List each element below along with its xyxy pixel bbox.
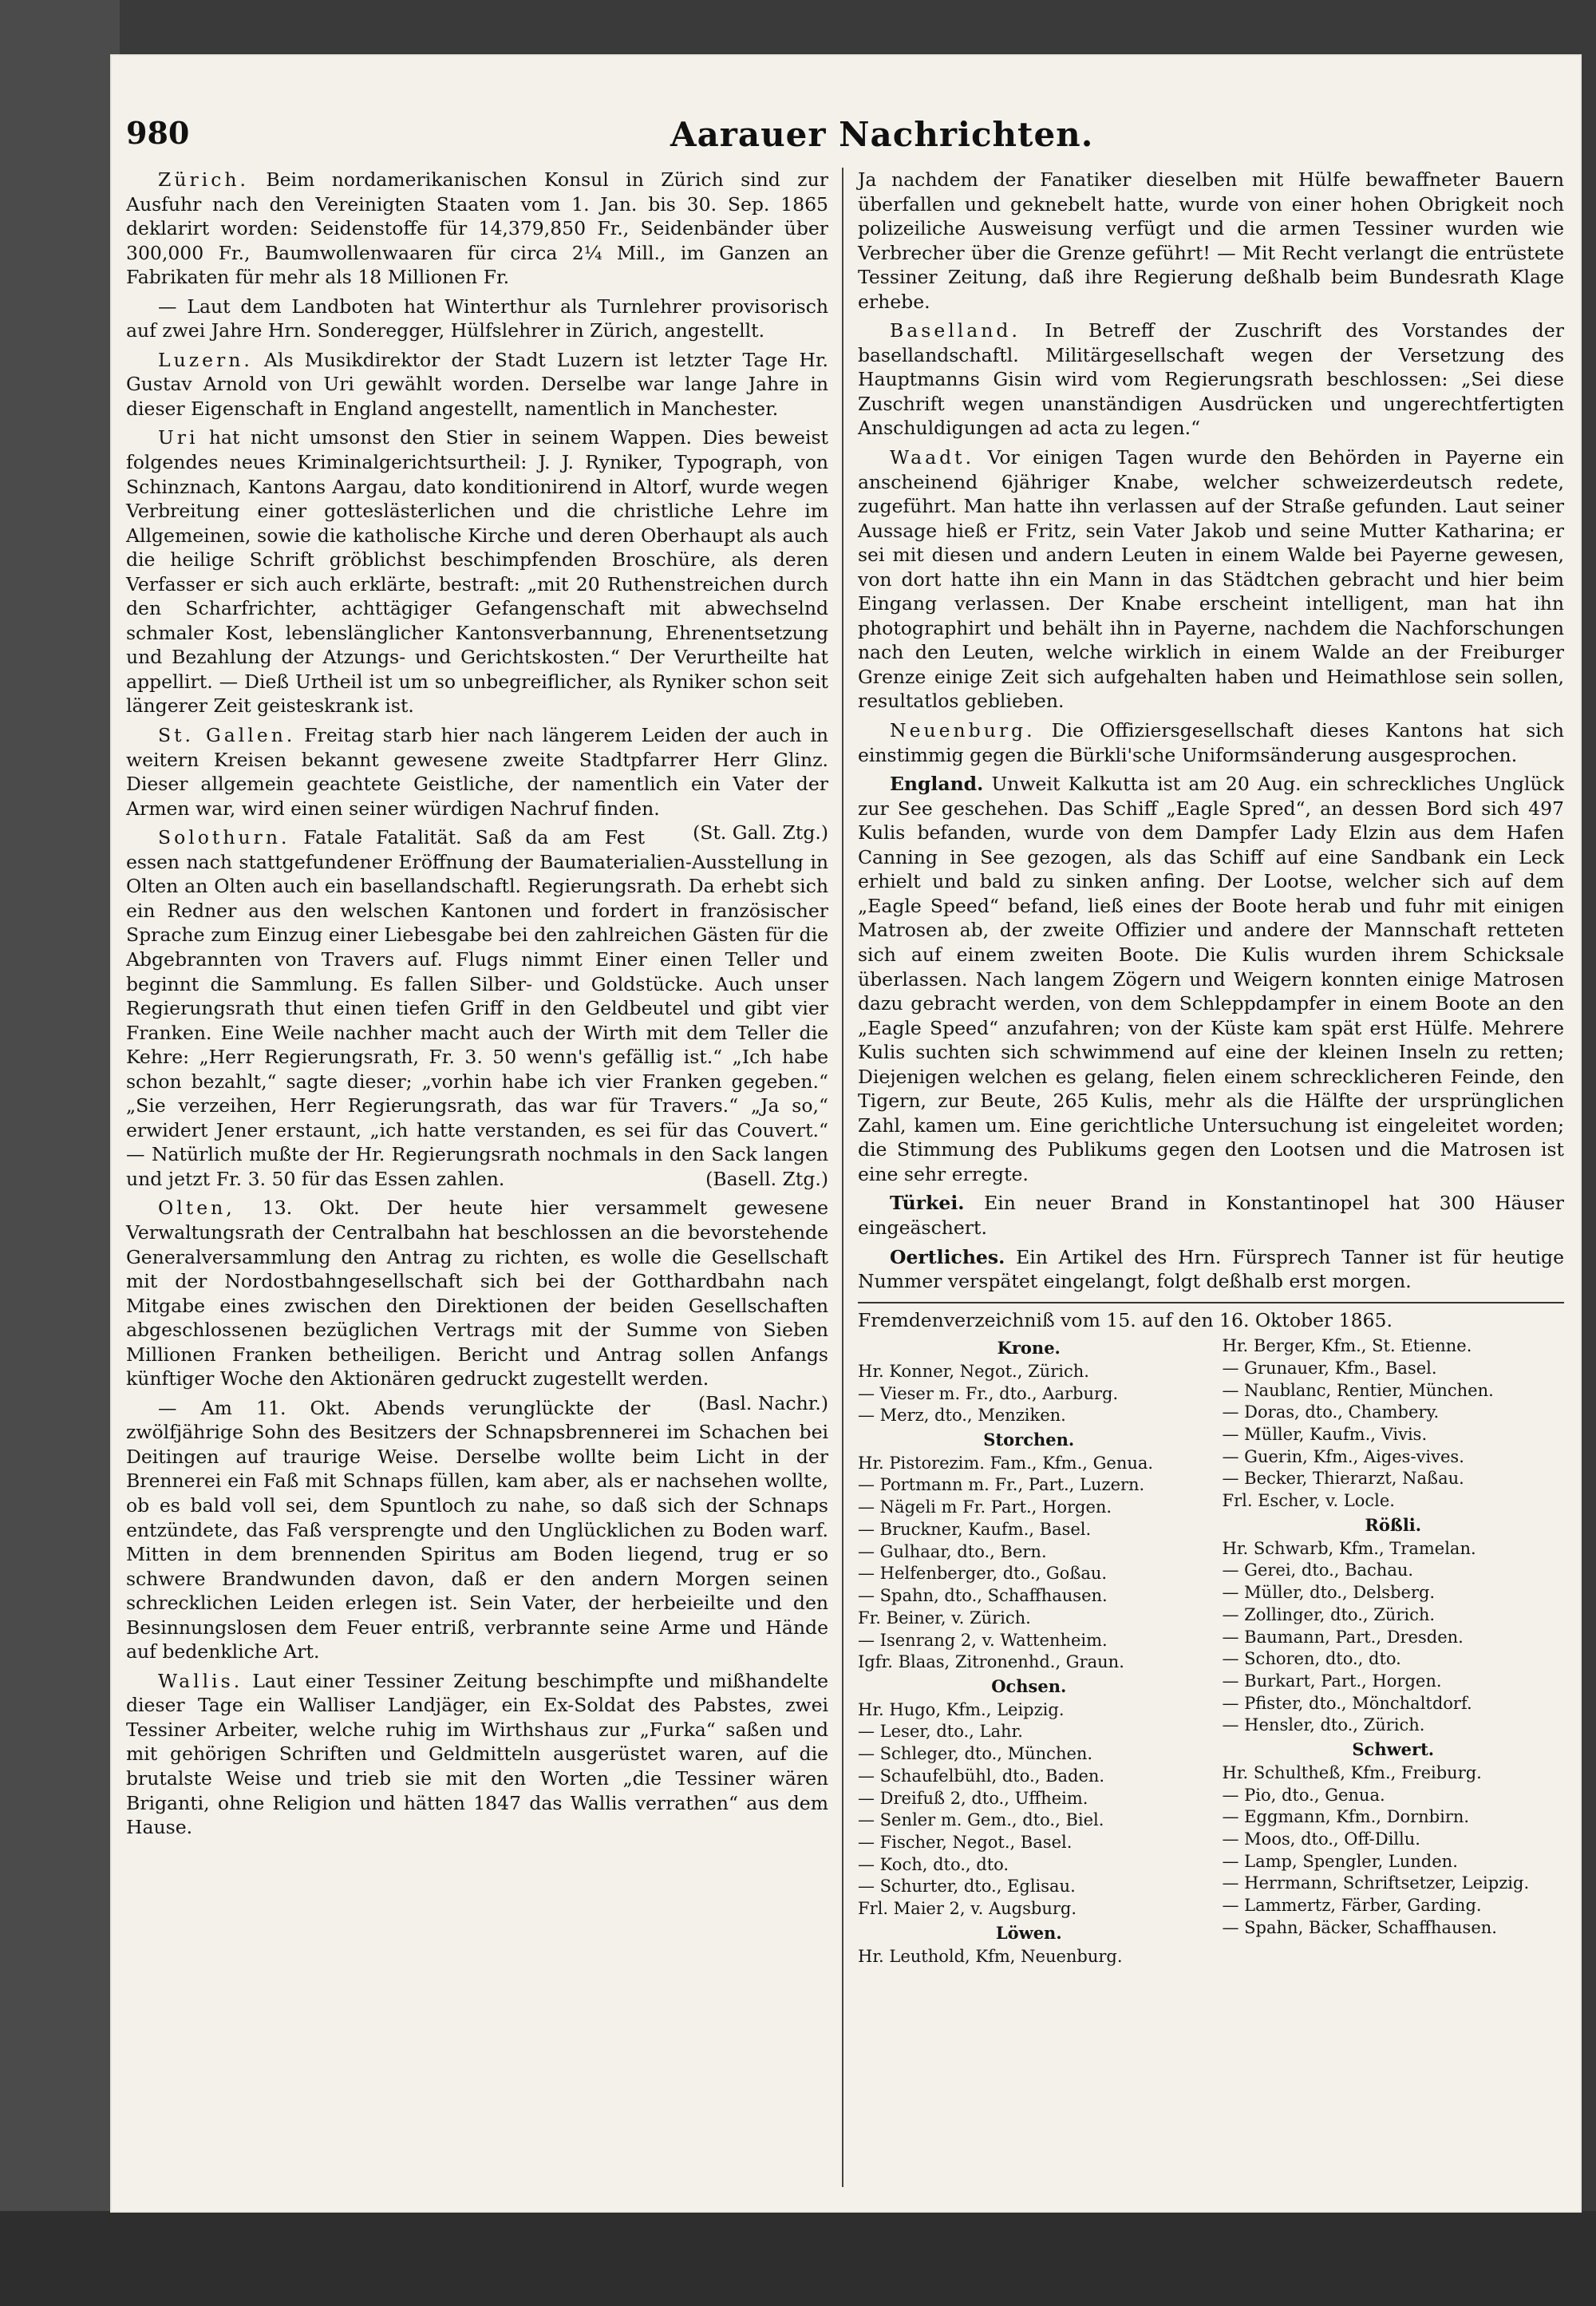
guest-entry: — Schaufelbühl, dto., Baden.	[858, 1766, 1105, 1786]
article-paragraph	[858, 772, 1564, 1186]
guest-entry: — Spahn, Bäcker, Schaffhausen.	[1222, 1917, 1497, 1937]
guest-entry: Hr. Berger, Kfm., St. Etienne.	[1222, 1336, 1472, 1356]
guest-entry: Hr. Konner, Negot., Zürich.	[858, 1361, 1089, 1381]
guest-entry: — Leser, dto., Lahr.	[858, 1722, 1023, 1742]
article-lead: Luzern.	[158, 348, 253, 371]
article-text: Die Offiziersgesellschaft dieses Kantons hat sich einstimmig gegen die Bürkli'sche Uniformsänderung ausgesprochen.	[858, 719, 1564, 766]
article-paragraph	[858, 1191, 1564, 1240]
guest-entry: — Nägeli m Fr. Part., Horgen.	[858, 1497, 1112, 1517]
guest-entry: — Schoren, dto., dto.	[1222, 1649, 1401, 1669]
article-lead: Neuenburg.	[890, 719, 1036, 742]
hotel-name: Löwen.	[995, 1922, 1062, 1943]
guest-entry: — Pio, dto., Genua.	[1222, 1785, 1385, 1805]
newspaper-page	[112, 56, 1580, 2211]
article-text: — Laut dem Landboten hat Winterthur als Turnlehrer provisorisch auf zwei Jahre Hrn. Sonderegger, Hülfslehrer in Zürich, angestellt.	[126, 295, 828, 342]
article-paragraph	[858, 445, 1564, 714]
article-lead: Zürich.	[158, 168, 249, 191]
guest-entry: — Helfenberger, dto., Goßau.	[858, 1564, 1108, 1584]
guest-entry: — Lamp, Spengler, Lunden.	[1222, 1851, 1458, 1871]
guest-entry: Igfr. Blaas, Zitronenhd., Graun.	[858, 1652, 1124, 1672]
article-text: hat nicht umsonst den Stier in seinem Wappen. Dies beweist folgendes neues Kriminalgerichtsurtheil: J. J. Ryniker, Typograph, von Schinznach, Kantons Aargau, dato konditionirend in Altorf, wurde wegen Verbreitung einer gotteslästerlichen und die christliche Lehre im Allgemeinen, sowie die katholische Kirche und deren Oberhaupt als auch die heilige Schrift gröblichst beschimpfenden Broschüre, als deren Verfasser er sich auch erklärte, bestraft: „mit 20 Ruthenstreichen durch den Scharfrichter, achttägiger Gefangenschaft mit abwechselnd schmaler Kost, lebenslänglicher Kantonsverbannung, Ehrenentsetzung und Bezahlung der Atzungs- und Gerichtskosten.“ Der Verurtheilte hat appellirt. — Dieß Urtheil ist um so unbegreiflicher, als Ryniker schon seit längerer Zeit geisteskrank ist.	[126, 426, 828, 718]
guest-entry: — Fischer, Negot., Basel.	[858, 1832, 1073, 1852]
article-text: Ein neuer Brand in Konstantinopel hat 300 Häuser eingeäschert.	[858, 1192, 1564, 1239]
guest-entry: — Schurter, dto., Eglisau.	[858, 1877, 1076, 1897]
article-text: Vor einigen Tagen wurde den Behörden in Payerne ein anscheinend 6jähriger Knabe, welcher schweizerdeutsch redete, zugeführt. Man hatte ihn verlassen auf der Straße gefunden. Laut seiner Aussage hieß er Fritz, sein Vater Jakob und seine Mutter Katharina; er sei mit diesen und andern Leuten in einem Walde bei Payerne gewesen, von dort hatte ihn ein Mann in das Städtchen gebracht und hier beim Eingang verlassen. Der Knabe erscheint intelligent, man hat ihn photographirt und behält ihn in Payerne, nachdem die Nachforschungen nach den Leuten, welche wirklich in einem Walde an der Freiburger Grenze einige Zeit sich aufgehalten haben und Heimathlose sein sollen, resultatlos geblieben.	[858, 446, 1564, 713]
article-lead: Olten,	[158, 1197, 235, 1220]
article-paragraph	[858, 318, 1564, 441]
article-lead: St. Gallen.	[158, 724, 296, 747]
guest-entry: — Guerin, Kfm., Aiges-vives.	[1222, 1446, 1464, 1466]
article-paragraph	[126, 348, 828, 421]
hotel-name: Krone.	[997, 1338, 1061, 1359]
article-text: Als Musikdirektor der Stadt Luzern ist letzter Tage Hr. Gustav Arnold von Uri gewählt worden. Derselbe war lange Jahre in dieser Eigenschaft in England angestellt, namentlich in Manchester.	[126, 348, 828, 420]
hotel-name: Schwert.	[1352, 1739, 1435, 1760]
guest-entry: — Lammertz, Färber, Garding.	[1222, 1896, 1482, 1916]
guest-entry: Hr. Schwarb, Kfm., Tramelan.	[1222, 1538, 1476, 1558]
article-source: (Basl. Nachr.)	[697, 1391, 828, 1414]
guest-entry: Hr. Hugo, Kfm., Leipzig.	[858, 1699, 1065, 1719]
guest-entry: Hr. Schultheß, Kfm., Freiburg.	[1222, 1762, 1482, 1782]
guest-entry: — Becker, Thierarzt, Naßau.	[1222, 1469, 1464, 1489]
guest-entry: — Zollinger, dto., Zürich.	[1222, 1604, 1436, 1624]
guest-entry: — Herrmann, Schriftsetzer, Leipzig.	[1222, 1873, 1530, 1893]
article-lead: Baselland.	[890, 319, 1021, 342]
article-paragraph	[126, 295, 828, 343]
article-text: Unweit Kalkutta ist am 20 Aug. ein schreckliches Unglück zur See geschehen. Das Schiff „Eagle Spred“, an dessen Bord sich 497 Kulis befanden, wurde von dem Dampfer Lady Elzin aus dem Hafen Canning in See gezogen, als das Schiff auf eine Sandbank ein Leck erhielt und bald zu sinken anfing. Der Lootse, welcher sich auf dem „Eagle Speed“ befand, ließ eines der Boote herab und fuhr mit einigen Matrosen ab, der zweite Offizier und andere der Mannschaft retteten sich auf einem zweiten Boote. Die Kulis wurden ihrem Schicksale überlassen. Nach langem Zögern und Weigern konnten einige Matrosen dazu gebracht werden, von dem Schleppdampfer in einem Boote an den „Eagle Speed“ anzufahren; von der Küste kam spät erst Hülfe. Mehrere Kulis suchten sich schwimmend auf eine der kleinen Inseln zu retten; Diejenigen welchen es gelang, fielen einem schrecklicheren Feinde, den Tigern, zur Beute, 265 Kulis, mehr als die Hälfte der ursprünglichen Zahl, kamen um. Eine gerichtliche Untersuchung ist eingeleitet worden; die Stimmung des Publikums gegen den Lootsen und die Matrosen ist eine sehr erregte.	[858, 773, 1564, 1185]
guest-entry: — Dreifuß 2, dto., Uffheim.	[858, 1788, 1088, 1808]
guest-entry: — Portmann m. Fr., Part., Luzern.	[858, 1475, 1145, 1495]
article-lead: Wallis.	[158, 1669, 243, 1692]
guest-entry: — Schleger, dto., München.	[858, 1744, 1093, 1764]
guest-entry: — Grunauer, Kfm., Basel.	[1222, 1358, 1437, 1378]
guest-entry: Frl. Escher, v. Locle.	[1222, 1491, 1395, 1511]
article-paragraph	[126, 1669, 828, 1840]
guest-entry: — Müller, dto., Delsberg.	[1222, 1583, 1436, 1603]
article-paragraph	[126, 825, 828, 1191]
article-text: Fatale Fatalität. Saß da am Fest essen nach stattgefundener Eröffnung der Baumaterialien-Ausstellung in Olten an Olten auch ein basellandschaftl. Regierungsrath. Da erhebt sich ein Redner aus den welschen Kantonen und fordert in französischer Sprache zum Einzug einer Liebesgabe bei den zahlreichen Gästen für die Abgebrannten von Travers auf. Flugs nimmt Einer einen Teller und beginnt die Sammlung. Es fallen Silber- und Goldstücke. Auch unser Regierungsrath thut einen tiefen Griff in den Geldbeutel und gibt vier Franken. Eine Weile nachher macht auch der Wirth mit dem Teller die Kehre: „Herr Regierungsrath, Fr. 3. 50 wenn's gefällig ist.“ „Ich habe schon bezahlt,“ sagte dieser; „vorhin habe ich vier Franken gegeben.“ „Sie verzeihen, Herr Regierungsrath, das war für Travers.“ „Ja so,“ erwidert Jener erstaunt, „ich hatte verstanden, es sei für das Couvert.“ — Natürlich mußte der Hr. Regierungsrath nochmals in den Sack langen und jetzt Fr. 3. 50 für das Essen zahlen.	[126, 826, 828, 1190]
article-paragraph	[858, 1245, 1564, 1294]
guest-entry: — Senler m. Gem., dto., Biel.	[858, 1810, 1104, 1830]
guest-entry: Hr. Pistorezim. Fam., Kfm., Genua.	[858, 1453, 1154, 1473]
article-paragraph	[858, 718, 1564, 767]
article-source: (St. Gall. Ztg.)	[693, 821, 828, 844]
guest-entry: Frl. Maier 2, v. Augsburg.	[858, 1899, 1077, 1919]
hotel-name: Storchen.	[983, 1430, 1075, 1450]
article-source: (Basell. Ztg.)	[705, 1167, 828, 1190]
article-paragraph	[126, 1396, 828, 1664]
article-lead: Waadt.	[890, 446, 975, 469]
guest-entry: — Gerei, dto., Bachau.	[1222, 1560, 1414, 1580]
hotel-name: Ochsen.	[991, 1675, 1067, 1696]
fremden-list-left	[858, 1335, 1200, 1968]
column-right-articles	[858, 168, 1564, 1294]
article-text: Ein Artikel des Hrn. Fürsprech Tanner ist für heutige Nummer verspätet eingelangt, folgt deßhalb erst morgen.	[858, 1245, 1564, 1293]
guest-entry: — Vieser m. Fr., dto., Aarburg.	[858, 1383, 1119, 1403]
article-text: Ja nachdem der Fanatiker dieselben mit Hülfe bewaffneter Bauern überfallen und geknebelt hatte, wurde von einer hohen Obrigkeit noch polizeiliche Ausweisung verfügt und die armen Tessiner wurden wie Verbrecher über die Grenze geführt! — Mit Recht verlangt die entrüstete Tessiner Zeitung, daß ihre Regierung deßhalb beim Bundesrath Klage erhebe.	[858, 168, 1564, 313]
guest-entry: — Pfister, dto., Mönchaltdorf.	[1222, 1693, 1472, 1713]
guest-entry: Fr. Beiner, v. Zürich.	[858, 1608, 1031, 1628]
guest-entry: Hr. Leuthold, Kfm, Neuenburg.	[858, 1946, 1123, 1966]
article-text: 13. Okt. Der heute hier versammelt gewesene Verwaltungsrath der Centralbahn hat beschlossen an die bevorstehende Generalversammlung den Antrag zu richten, es wolle die Gesellschaft mit der Nordostbahngesellschaft sich bei der Gotthardbahn nach Mitgabe eines zwischen den Direktionen der beiden Gesellschaften abgeschlossenen bezüglichen Vertrags mit der Summe von Sieben Millionen Franken betheiligen. Bericht und Antrag sollen Anfangs künftiger Woche den Aktionären gedruckt zugestellt werden.	[126, 1197, 828, 1390]
guest-entry: — Moos, dto., Off-Dillu.	[1222, 1829, 1420, 1849]
fremden-title: Fremdenverzeichniß vom 15. auf den 16. Oktober 1865.	[858, 1302, 1564, 1333]
article-lead: England.	[890, 773, 984, 796]
column-right	[858, 168, 1564, 1968]
masthead-title: Aarauer Nachrichten.	[670, 115, 1094, 154]
guest-entry: — Müller, Kaufm., Vivis.	[1222, 1425, 1428, 1445]
article-lead: Uri	[158, 426, 199, 449]
fremden-list-right	[1223, 1335, 1565, 1968]
guest-entry: — Bruckner, Kaufm., Basel.	[858, 1519, 1092, 1539]
article-paragraph	[126, 1196, 828, 1414]
article-text: Laut einer Tessiner Zeitung beschimpfte und mißhandelte dieser Tage ein Walliser Landjäger, ein Ex-Soldat des Pabstes, zwei Tessiner Arbeiter, welche ruhig im Wirthshaus zur „Furka“ saßen und mit gehörigen Schriften und Geldmitteln ausgerüstet waren, auf die brutalste Weise und trieb sie mit den Worten „die Tessiner wären Briganti, ohne Religion und hätten 1847 das Wallis verrathen“ aus dem Hause.	[126, 1669, 828, 1839]
hotel-name: Rößli.	[1365, 1514, 1422, 1535]
background-bottom-strip	[0, 2211, 1596, 2306]
guest-entry: — Eggmann, Kfm., Dornbirn.	[1222, 1807, 1470, 1827]
guest-entry: — Koch, dto., dto.	[858, 1854, 1009, 1874]
guest-entry: — Doras, dto., Chambery.	[1222, 1402, 1440, 1422]
article-lead: Oertliches.	[890, 1245, 1005, 1268]
background-left-strip	[0, 0, 120, 2306]
article-paragraph	[126, 168, 828, 290]
guest-entry: — Spahn, dto., Schaffhausen.	[858, 1586, 1108, 1606]
column-left	[126, 168, 828, 1845]
guest-entry: — Isenrang 2, v. Wattenheim.	[858, 1630, 1108, 1650]
page-number: 980	[126, 115, 190, 151]
article-paragraph	[126, 425, 828, 718]
guest-entry: — Merz, dto., Menziken.	[858, 1406, 1066, 1426]
article-lead: Solothurn.	[158, 826, 290, 849]
article-text: — Am 11. Okt. Abends verunglückte der zwölfjährige Sohn des Besitzers der Schnapsbrennerei im Schachen bei Deitingen auf traurige Weise. Derselbe wollte beim Licht in der Brennerei ein Faß mit Schnaps füllen, kam aber, als er nachsehen wollte, ob es bald voll sei, dem Spuntloch zu nahe, so daß sich der Schnaps entzündete, das Faß versprengte und den Unglücklichen zu Boden warf. Mitten in dem brennenden Spiritus am Boden liegend, trug er so schwere Brandwunden davon, daß er den andern Morgen seinen schrecklichen Leiden erlegen ist. Sein Vater, der herbeieilte und den Besinnungslosen dem Feuer entriß, verbrannte seine Arme und Hände auf bedenkliche Art.	[126, 1396, 828, 1663]
article-lead: Türkei.	[890, 1192, 965, 1215]
article-text: Beim nordamerikanischen Konsul in Zürich sind zur Ausfuhr nach den Vereinigten Staaten vom 1. Jan. bis 30. Sep. 1865 deklarirt worden: Seidenstoffe für 14,379,850 Fr., Seidenbänder über 300,000 Fr., Baumwollenwaaren für circa 2¼ Mill., im Ganzen an Fabrikaten für mehr als 18 Millionen Fr.	[126, 168, 828, 289]
column-divider	[842, 168, 843, 2187]
guest-entry: — Baumann, Part., Dresden.	[1222, 1627, 1464, 1647]
fremden-list	[858, 1335, 1564, 1968]
guest-entry: — Gulhaar, dto., Bern.	[858, 1541, 1047, 1561]
article-text: In Betreff der Zuschrift des Vorstandes der basellandschaftl. Militärgesellschaft wegen der Versetzung des Hauptmanns Gisin wird vom Regierungsrath beschlossen: „Sei diese Zuschrift wegen unanständigen Ausdrücken und ungerechtfertigten Anschuldigungen ad acta zu legen.“	[858, 319, 1564, 440]
article-text: Freitag starb hier nach längerem Leiden der auch in weitern Kreisen bekannt gewesene zweite Stadtpfarrer Herr Glinz. Dieser allgemein geachtete Geistliche, der namentlich ein Vater der Armen war, wird einen seiner würdigen Nachruf finden.	[126, 724, 828, 820]
guest-entry: — Naublanc, Rentier, München.	[1222, 1380, 1494, 1400]
guest-entry: — Burkart, Part., Horgen.	[1222, 1671, 1442, 1691]
article-paragraph	[858, 168, 1564, 314]
guest-entry: — Hensler, dto., Zürich.	[1222, 1715, 1425, 1735]
